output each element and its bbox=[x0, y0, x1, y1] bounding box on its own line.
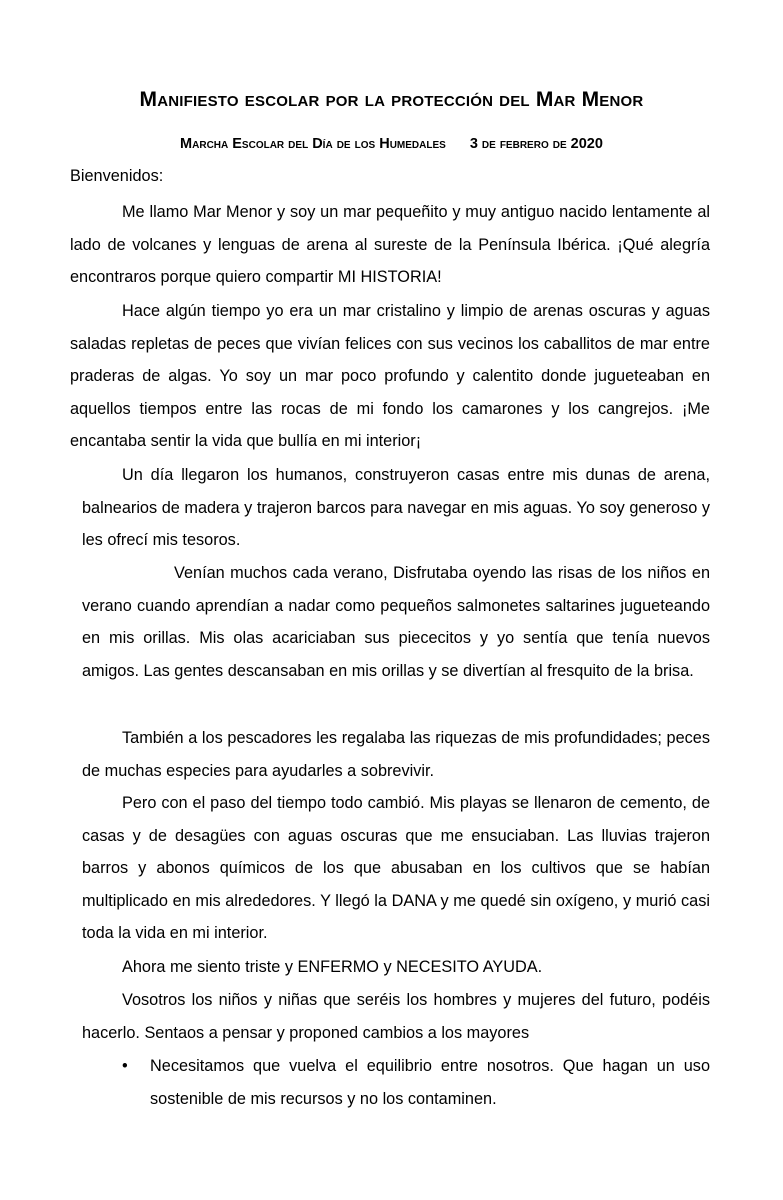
paragraph-call-to-action: Vosotros los niños y niñas que seréis los hombres y mujeres del futuro, podéis hacerlo. Sentaos a pensar y proponed cambios a los mayores bbox=[82, 991, 710, 1042]
bullet-icon: • bbox=[122, 1057, 128, 1075]
list-item bbox=[122, 1050, 710, 1115]
paragraph-humans: Un día llegaron los humanos, construyeron casas entre mis dunas de arena, balnearios de madera y trajeron barcos para navegar en mis aguas. Yo soy generoso y les ofrecí mis tesoros. bbox=[82, 466, 710, 550]
greeting: Bienvenidos: bbox=[70, 167, 164, 185]
paragraph-fishermen: También a los pescadores les regalaba las riquezas de mis profundidades; peces de muchas especies para ayudarles a sobrevivir. bbox=[82, 729, 710, 780]
paragraph-change: Pero con el paso del tiempo todo cambió. Mis playas se llenaron de cemento, de casas y de desagües con aguas oscuras que me ensuciaban. Las lluvias trajeron barros y abonos químicos de los que abusaban en los cultivos que se habían multiplicado en mis alrededores. Y llegó la DANA y me quedé sin oxígeno, y murió casi toda la vida en mi interior. bbox=[82, 794, 710, 943]
document-title: Manifiesto escolar por la protección del Mar Menor bbox=[139, 88, 644, 111]
paragraph-intro: Me llamo Mar Menor y soy un mar pequeñito y muy antiguo nacido lentamente al lado de volcanes y lenguas de arena al sureste de la Península Ibérica. ¡Qué alegría encontraros porque quiero compartir MI HISTORIA! bbox=[70, 203, 710, 287]
paragraph-summer: Venían muchos cada verano, Disfrutaba oyendo las risas de los niños en verano cuando aprendían a nadar como pequeños salmonetes saltarines jugueteando en mis orillas. Mis olas acariciaban sus piececitos y yo sentía que tenía nuevos amigos. Las gentes descansaban en mis orillas y se divertían al fresquito de la brisa. bbox=[82, 564, 710, 680]
paragraph-past: Hace algún tiempo yo era un mar cristalino y limpio de arenas oscuras y aguas saladas repletas de peces que vivían felices con sus vecinos los caballitos de mar entre praderas de algas. Yo soy un mar poco profundo y calentito donde jugueteaban en aquellos tiempos entre las rocas de mi fondo los camarones y los cangrejos. ¡Me encantaba sentir la vida que bullía en mi interior¡ bbox=[70, 302, 710, 451]
document-subtitle bbox=[0, 136, 783, 152]
paragraph-sick: Ahora me siento triste y ENFERMO y NECESITO AYUDA. bbox=[122, 958, 543, 976]
event-date: 3 de febrero de 2020 bbox=[469, 136, 603, 152]
event-name: Marcha Escolar del Día de los Humedales bbox=[180, 136, 446, 152]
bullet-text: Necesitamos que vuelva el equilibrio entre nosotros. Que hagan un uso sostenible de mis recursos y no los contaminen. bbox=[150, 1057, 710, 1108]
